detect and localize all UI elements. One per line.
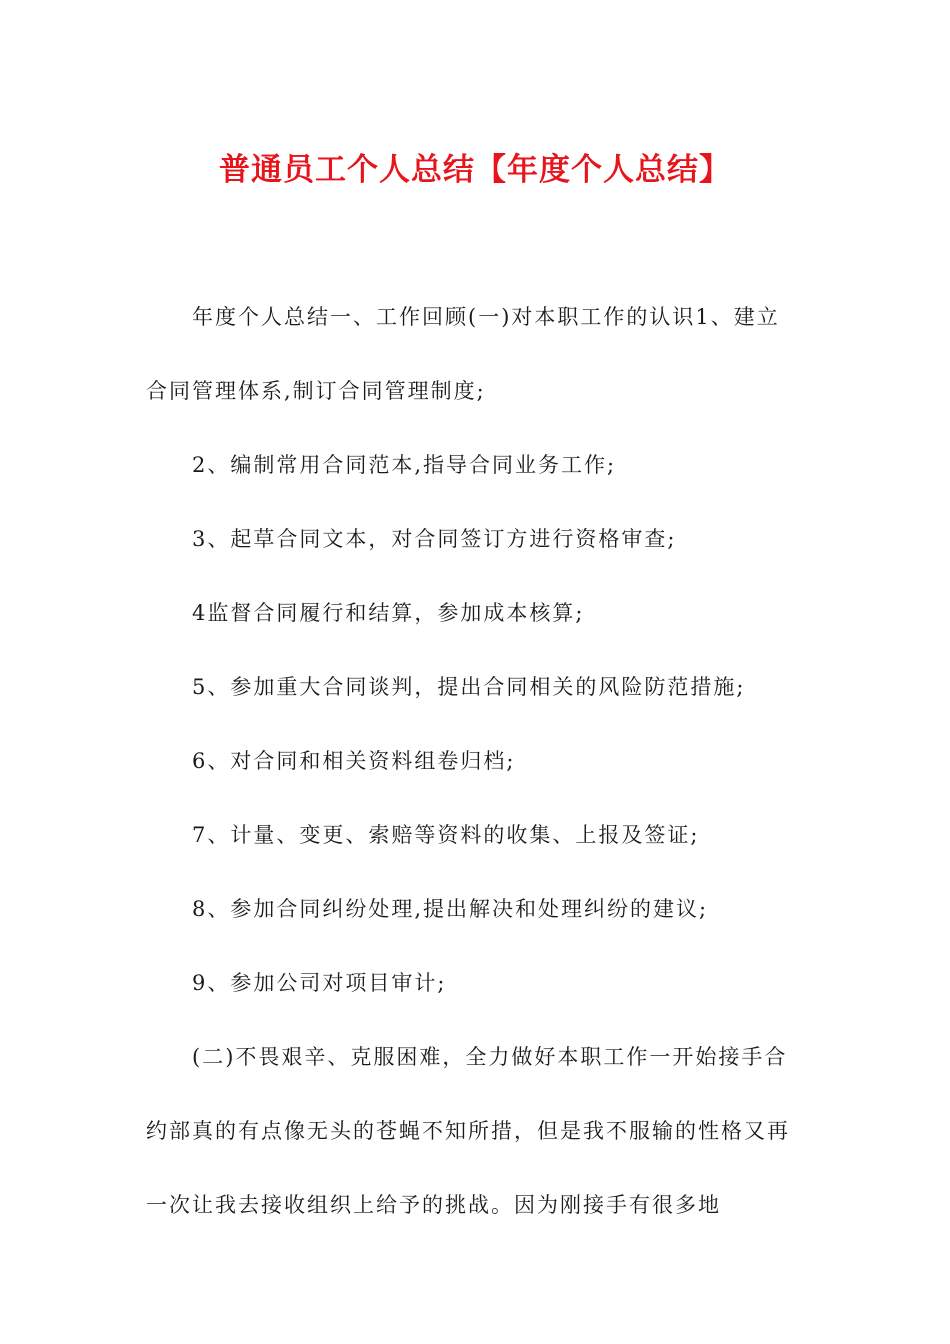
paragraph-intro: 年度个人总结一、工作回顾(一)对本职工作的认识1、建立合同管理体系,制订合同管理制度;	[146, 305, 780, 403]
paragraph-item-3: 3、起草合同文本，对合同签订方进行资格审查;	[192, 527, 677, 551]
paragraph-item-5: 5、参加重大合同谈判，提出合同相关的风险防范措施;	[192, 675, 746, 699]
paragraph-item-6: 6、对合同和相关资料组卷归档;	[192, 749, 516, 773]
paragraph-item-4: 4监督合同履行和结算，参加成本核算;	[192, 601, 585, 625]
document-body	[146, 280, 796, 1242]
document-title: 普通员工个人总结【年度个人总结】	[219, 152, 731, 188]
paragraph-item-7: 7、计量、变更、索赔等资料的收集、上报及签证;	[192, 823, 700, 847]
paragraph-item-9: 9、参加公司对项目审计;	[192, 971, 447, 995]
paragraph-section-2: (二)不畏艰辛、克服困难，全力做好本职工作一开始接手合约部真的有点像无头的苍蝇不知所措，但是我不服输的性格又再一次让我去接收组织上给予的挑战。因为刚接手有很多地	[146, 1045, 790, 1217]
paragraph-item-2: 2、编制常用合同范本,指导合同业务工作;	[192, 453, 617, 477]
paragraph-item-8: 8、参加合同纠纷处理,提出解决和处理纠纷的建议;	[192, 897, 709, 921]
